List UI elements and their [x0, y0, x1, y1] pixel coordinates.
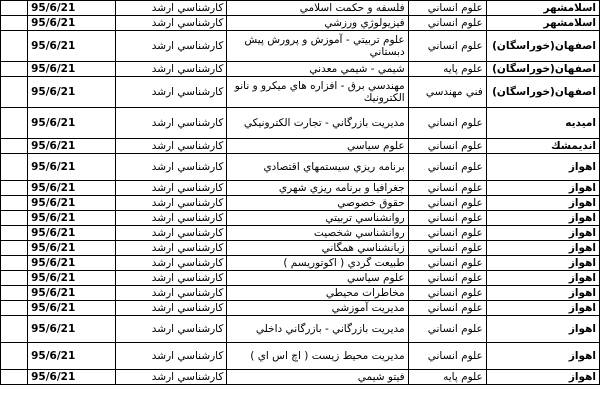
date-cell: 95/6/21	[28, 139, 116, 154]
level-cell: كارشناسي ارشد	[116, 77, 227, 108]
city-cell: اهواز	[486, 271, 599, 286]
table-row	[1, 271, 600, 286]
major-cell: مهندسي برق - افزاره هاي ميكرو و نانو الكترونيك	[227, 77, 408, 108]
date-cell: 95/6/21	[28, 316, 116, 343]
empty-cell	[1, 301, 28, 316]
table-row	[1, 62, 600, 77]
date-cell: 95/6/21	[28, 16, 116, 31]
city-cell: اهواز	[486, 316, 599, 343]
level-cell: كارشناسي ارشد	[116, 139, 227, 154]
date-cell: 95/6/21	[28, 211, 116, 226]
major-cell: علوم سياسي	[227, 139, 408, 154]
table-row	[1, 139, 600, 154]
level-cell: كارشناسي ارشد	[116, 211, 227, 226]
city-cell: اهواز	[486, 301, 599, 316]
city-cell: اصفهان(خوراسگان)	[486, 31, 599, 62]
group-cell: علوم انساني	[408, 196, 486, 211]
level-cell: كارشناسي ارشد	[116, 241, 227, 256]
level-cell: كارشناسي ارشد	[116, 286, 227, 301]
group-cell: علوم انساني	[408, 211, 486, 226]
city-cell: اهواز	[486, 256, 599, 271]
table-row	[1, 154, 600, 181]
empty-cell	[1, 370, 28, 385]
major-cell: فيزيولوژي ورزشي	[227, 16, 408, 31]
empty-cell	[1, 154, 28, 181]
table-row	[1, 181, 600, 196]
date-cell: 95/6/21	[28, 77, 116, 108]
date-cell: 95/6/21	[28, 181, 116, 196]
group-cell: علوم انساني	[408, 286, 486, 301]
empty-cell	[1, 256, 28, 271]
city-cell: اسلامشهر	[486, 16, 599, 31]
group-cell: علوم انساني	[408, 226, 486, 241]
table-row	[1, 16, 600, 31]
level-cell: كارشناسي ارشد	[116, 226, 227, 241]
table-row	[1, 211, 600, 226]
table-row	[1, 226, 600, 241]
table-row	[1, 31, 600, 62]
empty-cell	[1, 343, 28, 370]
level-cell: كارشناسي ارشد	[116, 108, 227, 139]
date-cell: 95/6/21	[28, 241, 116, 256]
empty-cell	[1, 1, 28, 16]
major-cell: حقوق خصوصي	[227, 196, 408, 211]
table-row	[1, 343, 600, 370]
major-cell: مديريت بازرگاني - بازرگاني داخلي	[227, 316, 408, 343]
major-cell: مخاطرات محيطي	[227, 286, 408, 301]
group-cell: علوم انساني	[408, 108, 486, 139]
city-cell: اهواز	[486, 370, 599, 385]
city-cell: اهواز	[486, 196, 599, 211]
major-cell: شيمي - شيمي معدني	[227, 62, 408, 77]
date-cell: 95/6/21	[28, 31, 116, 62]
date-cell: 95/6/21	[28, 226, 116, 241]
date-cell: 95/6/21	[28, 108, 116, 139]
empty-cell	[1, 139, 28, 154]
major-cell: فلسفه و حكمت اسلامي	[227, 1, 408, 16]
level-cell: كارشناسي ارشد	[116, 31, 227, 62]
level-cell: كارشناسي ارشد	[116, 62, 227, 77]
empty-cell	[1, 241, 28, 256]
empty-cell	[1, 77, 28, 108]
level-cell: كارشناسي ارشد	[116, 370, 227, 385]
level-cell: كارشناسي ارشد	[116, 16, 227, 31]
date-cell: 95/6/21	[28, 301, 116, 316]
city-cell: اهواز	[486, 154, 599, 181]
major-cell: روانشناسي شخصيت	[227, 226, 408, 241]
empty-cell	[1, 211, 28, 226]
empty-cell	[1, 271, 28, 286]
group-cell: علوم انساني	[408, 301, 486, 316]
group-cell: علوم انساني	[408, 256, 486, 271]
date-cell: 95/6/21	[28, 370, 116, 385]
table-row	[1, 256, 600, 271]
city-cell: اهواز	[486, 181, 599, 196]
major-cell: جغرافيا و برنامه ريزي شهري	[227, 181, 408, 196]
empty-cell	[1, 31, 28, 62]
major-cell: برنامه ريزي سيستمهاي اقتصادي	[227, 154, 408, 181]
city-cell: اسلامشهر	[486, 1, 599, 16]
group-cell: علوم انساني	[408, 31, 486, 62]
table-row	[1, 1, 600, 16]
group-cell: علوم انساني	[408, 154, 486, 181]
level-cell: كارشناسي ارشد	[116, 196, 227, 211]
date-cell: 95/6/21	[28, 1, 116, 16]
major-cell: علوم سياسي	[227, 271, 408, 286]
level-cell: كارشناسي ارشد	[116, 301, 227, 316]
group-cell: علوم انساني	[408, 181, 486, 196]
city-cell: اميديه	[486, 108, 599, 139]
city-cell: اهواز	[486, 226, 599, 241]
major-cell: مديريت محيط زيست ( اچ اس اي )	[227, 343, 408, 370]
table-row	[1, 286, 600, 301]
date-cell: 95/6/21	[28, 196, 116, 211]
city-cell: انديمشك	[486, 139, 599, 154]
group-cell: علوم انساني	[408, 1, 486, 16]
group-cell: علوم پايه	[408, 370, 486, 385]
group-cell: علوم انساني	[408, 271, 486, 286]
empty-cell	[1, 108, 28, 139]
group-cell: علوم انساني	[408, 316, 486, 343]
level-cell: كارشناسي ارشد	[116, 256, 227, 271]
group-cell: علوم انساني	[408, 343, 486, 370]
empty-cell	[1, 286, 28, 301]
level-cell: كارشناسي ارشد	[116, 271, 227, 286]
level-cell: كارشناسي ارشد	[116, 154, 227, 181]
major-cell: مديريت آموزشي	[227, 301, 408, 316]
empty-cell	[1, 226, 28, 241]
city-cell: اهواز	[486, 286, 599, 301]
level-cell: كارشناسي ارشد	[116, 316, 227, 343]
empty-cell	[1, 316, 28, 343]
level-cell: كارشناسي ارشد	[116, 181, 227, 196]
group-cell: علوم انساني	[408, 241, 486, 256]
major-cell: زبانشناسي همگاني	[227, 241, 408, 256]
group-cell: فني مهندسي	[408, 77, 486, 108]
city-cell: اهواز	[486, 343, 599, 370]
date-cell: 95/6/21	[28, 62, 116, 77]
table-row	[1, 301, 600, 316]
level-cell: كارشناسي ارشد	[116, 1, 227, 16]
major-cell: طبيعت گردي ( اكوتوريسم )	[227, 256, 408, 271]
empty-cell	[1, 62, 28, 77]
empty-cell	[1, 196, 28, 211]
table-row	[1, 316, 600, 343]
table-row	[1, 196, 600, 211]
results-table-body	[1, 1, 600, 385]
major-cell: روانشناسي تربيتي	[227, 211, 408, 226]
city-cell: اصفهان(خوراسگان)	[486, 62, 599, 77]
date-cell: 95/6/21	[28, 343, 116, 370]
level-cell: كارشناسي ارشد	[116, 343, 227, 370]
date-cell: 95/6/21	[28, 271, 116, 286]
table-row	[1, 370, 600, 385]
city-cell: اصفهان(خوراسگان)	[486, 77, 599, 108]
major-cell: فيتو شيمي	[227, 370, 408, 385]
group-cell: علوم پايه	[408, 62, 486, 77]
table-row	[1, 77, 600, 108]
city-cell: اهواز	[486, 211, 599, 226]
major-cell: مديريت بازرگاني - تجارت الكترونيكي	[227, 108, 408, 139]
group-cell: علوم انساني	[408, 16, 486, 31]
table-row	[1, 108, 600, 139]
group-cell: علوم انساني	[408, 139, 486, 154]
date-cell: 95/6/21	[28, 286, 116, 301]
empty-cell	[1, 181, 28, 196]
date-cell: 95/6/21	[28, 154, 116, 181]
table-row	[1, 241, 600, 256]
date-cell: 95/6/21	[28, 256, 116, 271]
major-cell: علوم تربيتي - آموزش و پرورش پيش دبستاني	[227, 31, 408, 62]
empty-cell	[1, 16, 28, 31]
city-cell: اهواز	[486, 241, 599, 256]
